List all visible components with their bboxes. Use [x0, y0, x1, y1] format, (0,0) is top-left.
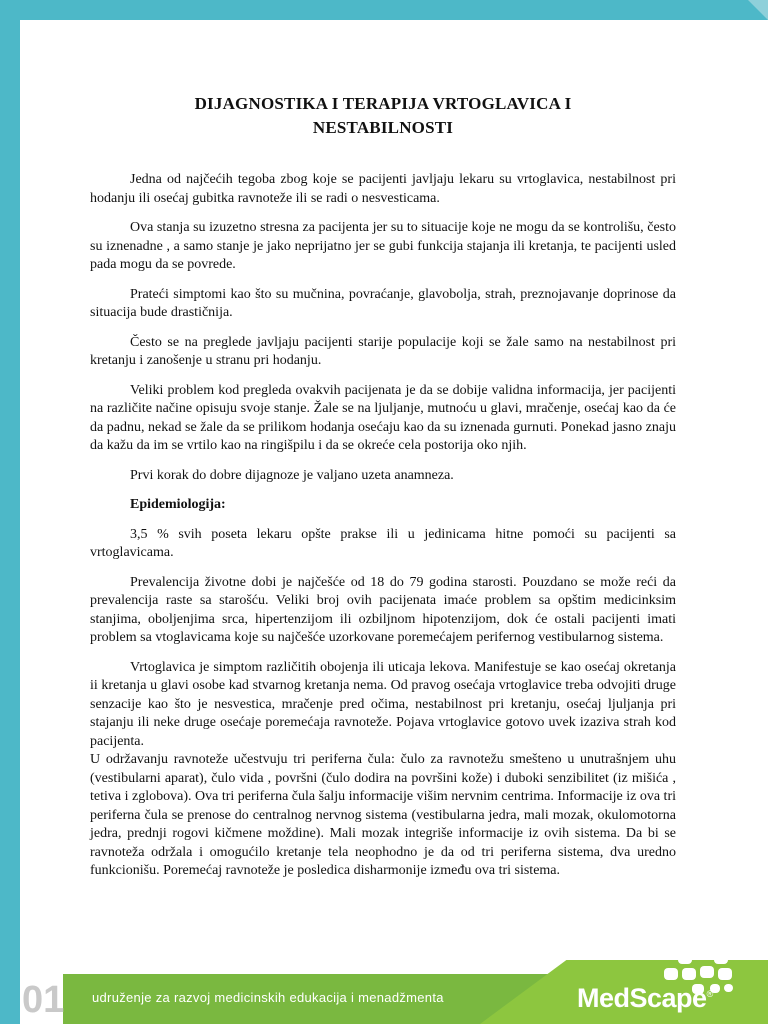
paragraph-6: Prvi korak do dobre dijagnoze je valjano uzeta anamneza.: [130, 467, 454, 483]
title-line-1: DIJAGNOSTIKA I TERAPIJA VRTOGLAVICA I: [194, 94, 572, 113]
footer-tagline: udruženje za razvoj medicinskih edukacija i menadžmenta: [92, 990, 444, 1005]
top-frame-bar: [0, 0, 768, 20]
paragraph-1: Jedna od najčećih tegoba zbog koje se pacijenti javljaju lekaru su vrtoglavica, nestabilnost pri hodanju ili osećaj gubitka ravnoteže ili se radi o nesvesticama.: [90, 172, 676, 206]
document-title: [90, 92, 676, 140]
paragraph-4: Često se na preglede javljaju pacijenti starije populacije koji se žale samo na nestabilnost pri kretanju i zanošenje u stranu pri hodanju.: [90, 334, 676, 368]
paragraph-8: Prevalencija životne dobi je najčešće od 18 do 79 godina starosti. Pouzdano se može reći da prevalencija raste sa starošću. Veliki broj ovih pacijenata imaće problem sa opštim medicinksim stanjima, oboljenjima srca, hipertenzijom ili ozbiljnom hipotenzijom, dok će ostali pacijenti imati problem sa vtoglavicama koje su najčešće uzorkovane poremećajem perifernog vestibularnog sistema.: [90, 574, 676, 645]
paragraph-2: Ova stanja su izuzetno stresna za pacijenta jer su to situacije koje ne mogu da se kontrolišu, često su iznenadne , a samo stanje je jako neprijatno jer se gubi funkcija stajanja ili kretanja, te pacijenti usled pada mogu da se povrede.: [90, 220, 676, 272]
paragraph-7: 3,5 % svih poseta lekaru opšte prakse ili u jedinicama hitne pomoći su pacijenti sa vrtoglavicama.: [90, 526, 676, 560]
medscape-logo: [577, 978, 713, 1014]
logo-registered-mark: ®: [706, 989, 713, 999]
paragraph-9: Vrtoglavica je simptom različitih obojenja ili uticaja lekova. Manifestuje se kao osećaj okretanja ii kretanja u glavi osobe kad stvarnog kretanja nema. Od pravog osećaja vrtoglavice treba odvojiti druge senzacije kao što je nesvestica, mračenje pred očima, nestabilnost pri kretanju, osećaj ljuljanja pri stajanju ili neke druge osećaje poremećaja ravnoteže. Pojava vrtoglavice gotovo uvek izaziva strah kod pacijenta.: [90, 659, 676, 749]
paragraph-5: Veliki problem kod pregleda ovakvih pacijenata je da se dobije validna informacija, jer pacijenti na različite načine opisuju svoje stanje. Žale se na ljuljanje, mutnoću u glavi, mračenje, osećaj kao da će da padnu, nekad se žale da se prilikom hodanja osećaju kao da su iznenada gurnuti. Ponekad jasno znaju da kažu da im se vrtilo kao na ringišpilu i da se okreće cela postorija oko njih.: [90, 382, 676, 453]
left-frame-bar: [0, 0, 20, 1024]
paragraph-10: U održavanju ravnoteže učestvuju tri periferna čula: čulo za ravnotežu smešteno u unutrašnjem uhu (vestibularni aparat), čulo vida , površni (čulo dodira na površini kože) i duboki senzibilitet (iz mišića , tetiva i zglobova). Ova tri periferna čula šalju informacije višim nervnim centrima. Informacije iz ova tri periferna čula se prenose do centralnog nervnog sistema (vestibularna jedra, mali mozak, okulomotorna jedra, prednji rogovi kičmene moždine). Mali mozak integriše informacije iz ovih sistema. Da bi se ravnoteža održala i omogućilo kretanje tela neophodno je da od tri periferna sistema, dva uredno funkcionišu. Poremećaj ravnoteže je posledica disharmonije između ova tri sistema.: [90, 752, 676, 878]
corner-accent: [748, 0, 768, 20]
paragraph-3: Prateći simptomi kao što su mučnina, povraćanje, glavobolja, strah, preznojavanje doprinose da situacija bude drastičnija.: [90, 286, 676, 320]
title-line-2: NESTABILNOSTI: [312, 118, 454, 137]
page-number: 01: [22, 979, 65, 1021]
logo-text: MedScape: [577, 983, 707, 1013]
document-body: [90, 92, 676, 892]
epidemiology-heading: Epidemiologija:: [130, 497, 226, 512]
